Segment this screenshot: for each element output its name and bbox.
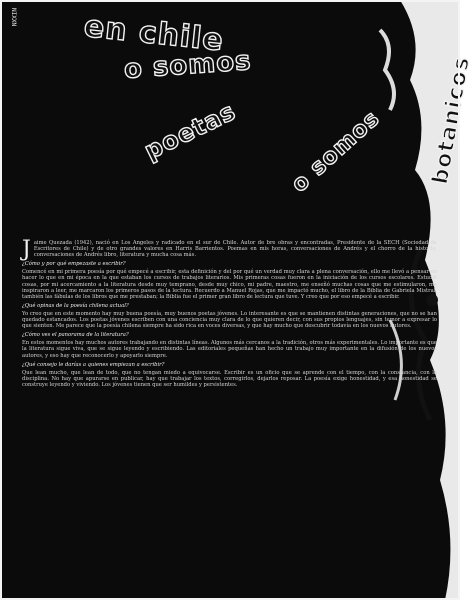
intro-text: aime Quezada (1942), nació en Los Angeles y radicado en el sur de Chile. Autor de bre obras y encontradas, Presidente de la SECH (Sociedad de Escritores de Chile) y de otro grandes valores en Harris Barrientos. Poemas en mis horas, conversaciones de Andrés y el chorro de la historia, conversaciones de Andrés libro, literatura y mucha cosa más. <box>33 240 437 259</box>
question-3: ¿Cómo ves el panorama de la literatura? <box>22 332 129 339</box>
answer-2: Yo creo que en este momento hay muy buena poesía, muy buenos poetas jóvenes. Lo interesante es que se mantienen distintas generaciones, que no se han quedado estancados. Los poetas jóvenes escriben con una conciencia muy clara de lo que quieren decir, con sus propios lenguajes, sin temor a expresar lo que sienten. Me parece que la poesía chilena siempre ha sido rica en voces diversas, y que hay mucho que descubrir todavía en los nuevos autores. <box>22 310 437 330</box>
intro-paragraph <box>22 237 437 262</box>
headline-line-2: o somos <box>123 46 253 85</box>
headline-line-3: poetas <box>140 97 241 166</box>
answer-4: Que lean mucho, que lean de todo, que no tengan miedo a equivocarse. Escribir es un oficio que se aprende con el tiempo, con la constancia, con la disciplina. No hay que apurarse en publicar, hay que trabajar los textos, corregirlos, dejarlos reposar. La poesía exige honestidad, y esa honestidad se construye leyendo y viviendo. Los jóvenes tienen que ser humildes y persistentes. <box>22 369 437 388</box>
question-2: ¿Qué opinas de la poesía chilena actual? <box>22 302 129 309</box>
answer-1: Comencé en mi primera poesía por qué empecé a escribir, esta definición y del por qué un verdad muy clara a plena conversación, ello me llevó a pensar en hacer lo que en mi época en la que estaban los cursos de trabajos literarios. Mis primeras cosas fueron en la iniciación de los cursos escolares. Estudié cosas, por mi acercamiento a la literatura desde muy temprano, desde muy chico, mi padre, maestro, me enseñó muchas cosas que me estimularon, me inspiraron a leer, me marcaron los primeros pasos de la lectura. Recuerdo a Manuel Rojas, que me impactó mucho, el libro de la Biblia de Gabriela Mistral, también las fábulas de los libros que me prestaban; la Biblia fue el primer gran libro de lectura que tuve. Y creo que por eso empecé a escribir. <box>22 269 437 300</box>
drop-cap: J <box>22 237 31 262</box>
article-body <box>22 237 437 595</box>
headline-line-4: o somos <box>287 105 385 198</box>
answer-3: En estos momentos hay muchos autores trabajando en distintas líneas. Algunos más cercanos a la tradición, otros más experimentales. Lo importante es que la literatura sigue viva, que se sigue leyendo y escribiendo. Las editoriales pequeñas han hecho un trabajo muy importante en la difusión de los nuevos autores, y eso hay que reconocerlo y apoyarlo siempre. <box>22 340 437 359</box>
headline-line-1: en chile <box>82 9 226 59</box>
headline-line-5: botanicos <box>428 54 475 187</box>
side-label: NIXXN <box>10 8 17 27</box>
question-4: ¿Qué consejo le darías a quienes empiezan a escribir? <box>22 361 165 368</box>
question-1: ¿Cómo y por qué empezaste a escribir? <box>22 261 126 268</box>
